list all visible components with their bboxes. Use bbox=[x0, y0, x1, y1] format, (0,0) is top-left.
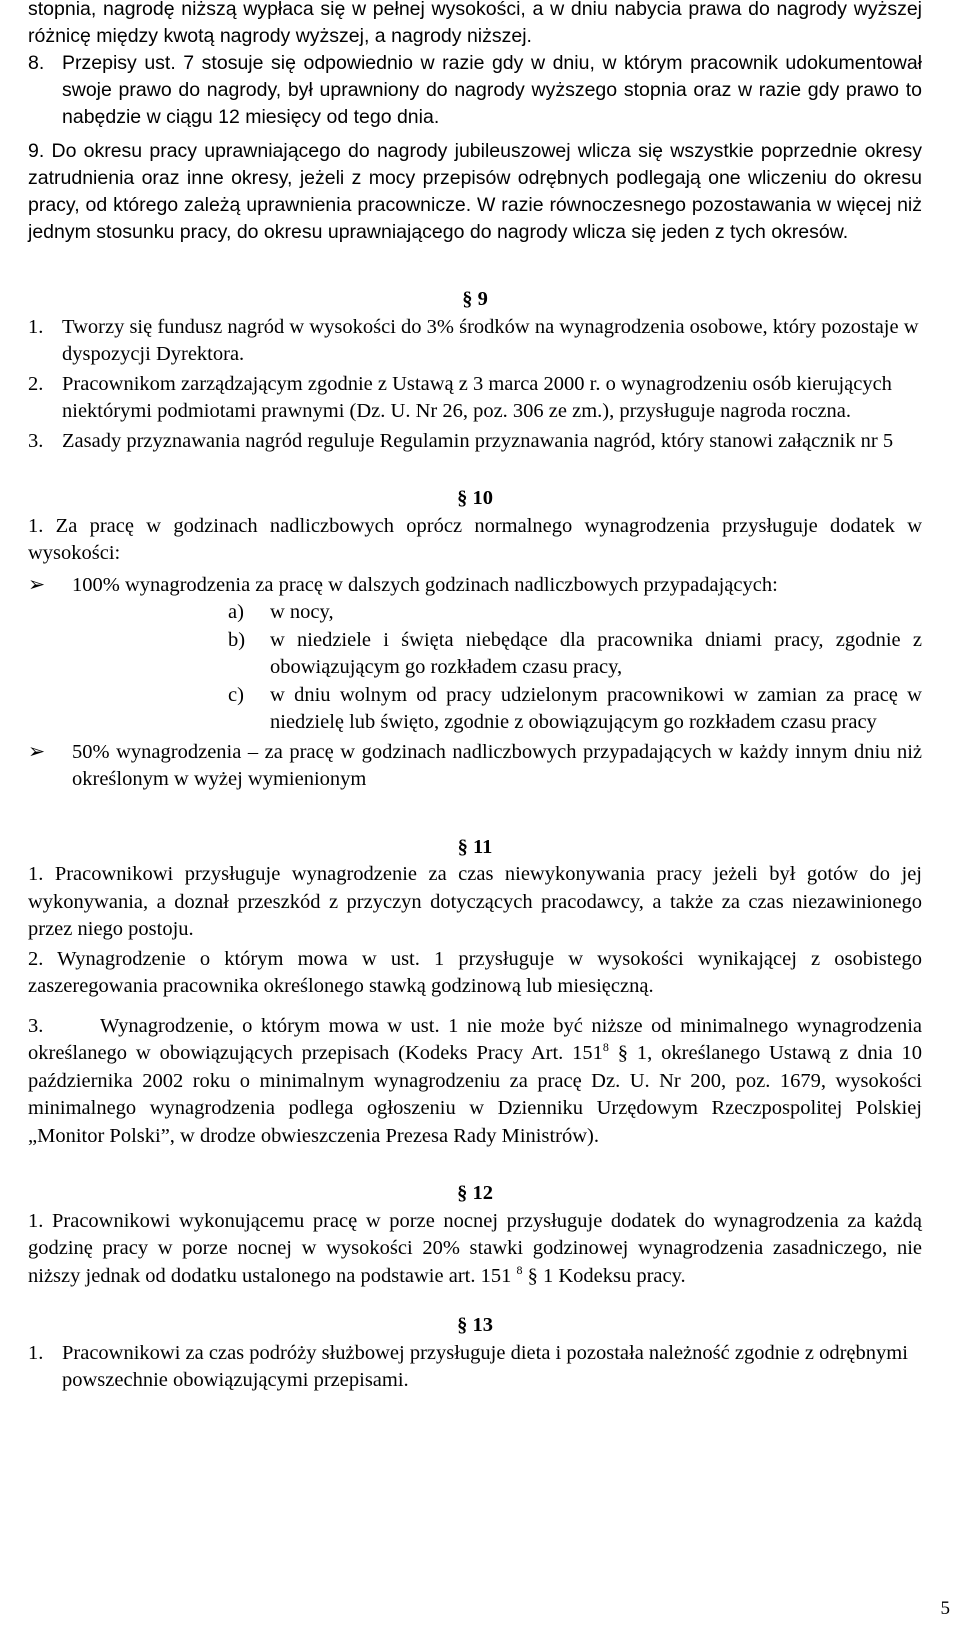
section-9-item bbox=[28, 371, 922, 426]
arrowhead-bullet-icon: ➢ bbox=[28, 740, 46, 763]
section-9-item bbox=[28, 428, 922, 456]
item-text: Pracownikom zarządzającym zgodnie z Ustawą z 3 marca 2000 r. o wynagrodzeniu osób kierujących niektórymi podmiotami prawnymi (Dz. U. Nr 26, poz. 306 ze zm.), przysługuje nagroda roczna. bbox=[62, 372, 892, 422]
section-10-subitem bbox=[28, 599, 922, 627]
document-page bbox=[28, 0, 922, 1395]
subitem-text: w dniu wolnym od pracy udzielonym pracownikowi w zamian za pracę w niedzielę lub święto, zgodnie z obowiązującym go rozkładem czasu pracy bbox=[270, 683, 922, 733]
bullet-text: 100% wynagrodzenia za pracę w dalszych godzinach nadliczbowych przypadających: bbox=[72, 573, 778, 596]
subitem-letter: a) bbox=[228, 601, 244, 623]
paragraph-7-tail: stopnia, nagrodę niższą wypłaca się w pełnej wysokości, a w dniu nabycia prawa do nagrody wyższej różnicę między kwotą nagrody wyższej, a nagrody niższej. bbox=[28, 0, 922, 47]
superscript-8: 8 bbox=[602, 1040, 609, 1055]
paragraph-3-text-a: Wynagrodzenie, o którym mowa w ust. 1 nie może być niższe od minimalnego wynagrodzenia określanego w obowiązujących przepisach (Kodeks Pracy Art. 151 bbox=[28, 1014, 922, 1064]
superscript-8: 8 bbox=[516, 1262, 523, 1277]
paragraph-9 bbox=[28, 138, 922, 246]
section-10-bullet bbox=[28, 572, 922, 600]
item-text: Tworzy się fundusz nagród w wysokości do 3% środków na wynagrodzenia osobowe, który pozostaje w dyspozycji Dyrektora. bbox=[62, 315, 919, 365]
section-10-paragraph-1: 1. Za pracę w godzinach nadliczbowych oprócz normalnego wynagrodzenia przysługuje dodatek w wysokości: bbox=[28, 514, 922, 564]
section-11-heading: § 11 bbox=[457, 835, 493, 858]
subitem-letter: b) bbox=[228, 628, 246, 651]
paragraph-1-text-b: § 1 Kodeksu pracy. bbox=[527, 1264, 686, 1287]
section-13-heading: § 13 bbox=[457, 1314, 493, 1336]
paragraph-1-text-a: 1. Pracownikowi wykonującemu pracę w porze nocnej przysługuje dodatek do wynagrodzenia za każdą godzinę pracy w porze nocnej w wysokości 20% stawki godzinowej wynagrodzenia zasadniczego, nie niższy jednak od dodatku ustalonego na podstawie art. 151 bbox=[28, 1209, 922, 1287]
section-9-heading: § 9 bbox=[462, 288, 488, 310]
section-9-list bbox=[28, 314, 922, 456]
section-10-heading: § 10 bbox=[457, 487, 493, 509]
paragraph-8-number: 8. bbox=[28, 52, 45, 74]
section-13-item bbox=[28, 1340, 922, 1395]
item-number: 3. bbox=[28, 429, 44, 452]
section-10-subitem bbox=[28, 627, 922, 682]
bullet-text: 50% wynagrodzenia – za pracę w godzinach nadliczbowych przypadających w każdy innym dniu niż określonym w wyżej wymienionym bbox=[72, 740, 922, 790]
page-number: 5 bbox=[940, 1598, 950, 1619]
item-number: 2. bbox=[28, 372, 44, 395]
section-10-subitem bbox=[28, 682, 922, 737]
subitem-text: w nocy, bbox=[270, 601, 334, 623]
item-text: Zasady przyznawania nagród reguluje Regulamin przyznawania nagród, który stanowi załącznik nr 5 bbox=[62, 429, 894, 452]
paragraph-8 bbox=[28, 50, 922, 131]
paragraph-9-text: Do okresu pracy uprawniającego do nagrody jubileuszowej wlicza się wszystkie poprzednie okresy zatrudnienia oraz inne okresy, jeżeli z mocy przepisów odrębnych podlegają one wliczeniu do okresu pracy, od którego zależą uprawnienia pracownicze. W razie równoczesnego pozostawania w więcej niż jednym stosunku pracy, do okresu uprawniającego do nagrody wlicza się jeden z tych okresów. bbox=[28, 140, 923, 243]
section-12-paragraph-1 bbox=[28, 1208, 922, 1291]
section-11-paragraph-2: 2. Wynagrodzenie o którym mowa w ust. 1 przysługuje w wysokości wynikającej z osobistego zaszeregowania pracownika określonego stawką godzinową lub miesięczną. bbox=[28, 947, 922, 997]
item-number: 1. bbox=[28, 1341, 44, 1364]
section-9-item bbox=[28, 314, 922, 369]
subitem-text: w niedziele i święta niebędące dla pracownika dniami pracy, zgodnie z obowiązującym go rozkładem czasu pracy, bbox=[270, 628, 922, 678]
section-11-paragraph-3 bbox=[28, 1013, 922, 1151]
paragraph-3-text-b: § 1, określanego Ustawą z dnia 10 października 2002 roku o minimalnym wynagrodzeniu za pracę Dz. U. Nr 200, poz. 1679, wysokości minimalnego wynagrodzenia podlega ogłoszeniu w Dzienniku Urzędowym Rzeczpospolitej Polskiej „Monitor Polski”, w drodze obwieszczenia Prezesa Rady Ministrów). bbox=[28, 1042, 923, 1147]
paragraph-8-text: Przepisy ust. 7 stosuje się odpowiednio w razie gdy w dniu, w którym pracownik udokumentował swoje prawo do nagrody, był uprawniony do nagrody wyższego stopnia oraz w razie gdy prawo to nabędzie w ciągu 12 miesięcy od tego dnia. bbox=[62, 52, 922, 128]
paragraph-9-number: 9. bbox=[28, 140, 45, 162]
item-text: Pracownikowi za czas podróży służbowej przysługuje dieta i pozostała należność zgodnie z odrębnymi powszechnie obowiązującymi przepisami. bbox=[62, 1341, 908, 1391]
subitem-letter: c) bbox=[228, 683, 244, 706]
section-10-bullet bbox=[28, 739, 922, 794]
paragraph-3-number: 3. bbox=[28, 1014, 44, 1037]
arrowhead-bullet-icon: ➢ bbox=[28, 573, 46, 596]
section-11-paragraph-1: 1. Pracownikowi przysługuje wynagrodzenie za czas niewykonywania pracy jeżeli był gotów do jej wykonywania, a doznał przeszkód z przyczyn dotyczących pracodawcy, a także za czas niezawinionego przez niego postoju. bbox=[28, 863, 922, 940]
section-12-heading: § 12 bbox=[457, 1182, 493, 1204]
item-number: 1. bbox=[28, 315, 44, 338]
